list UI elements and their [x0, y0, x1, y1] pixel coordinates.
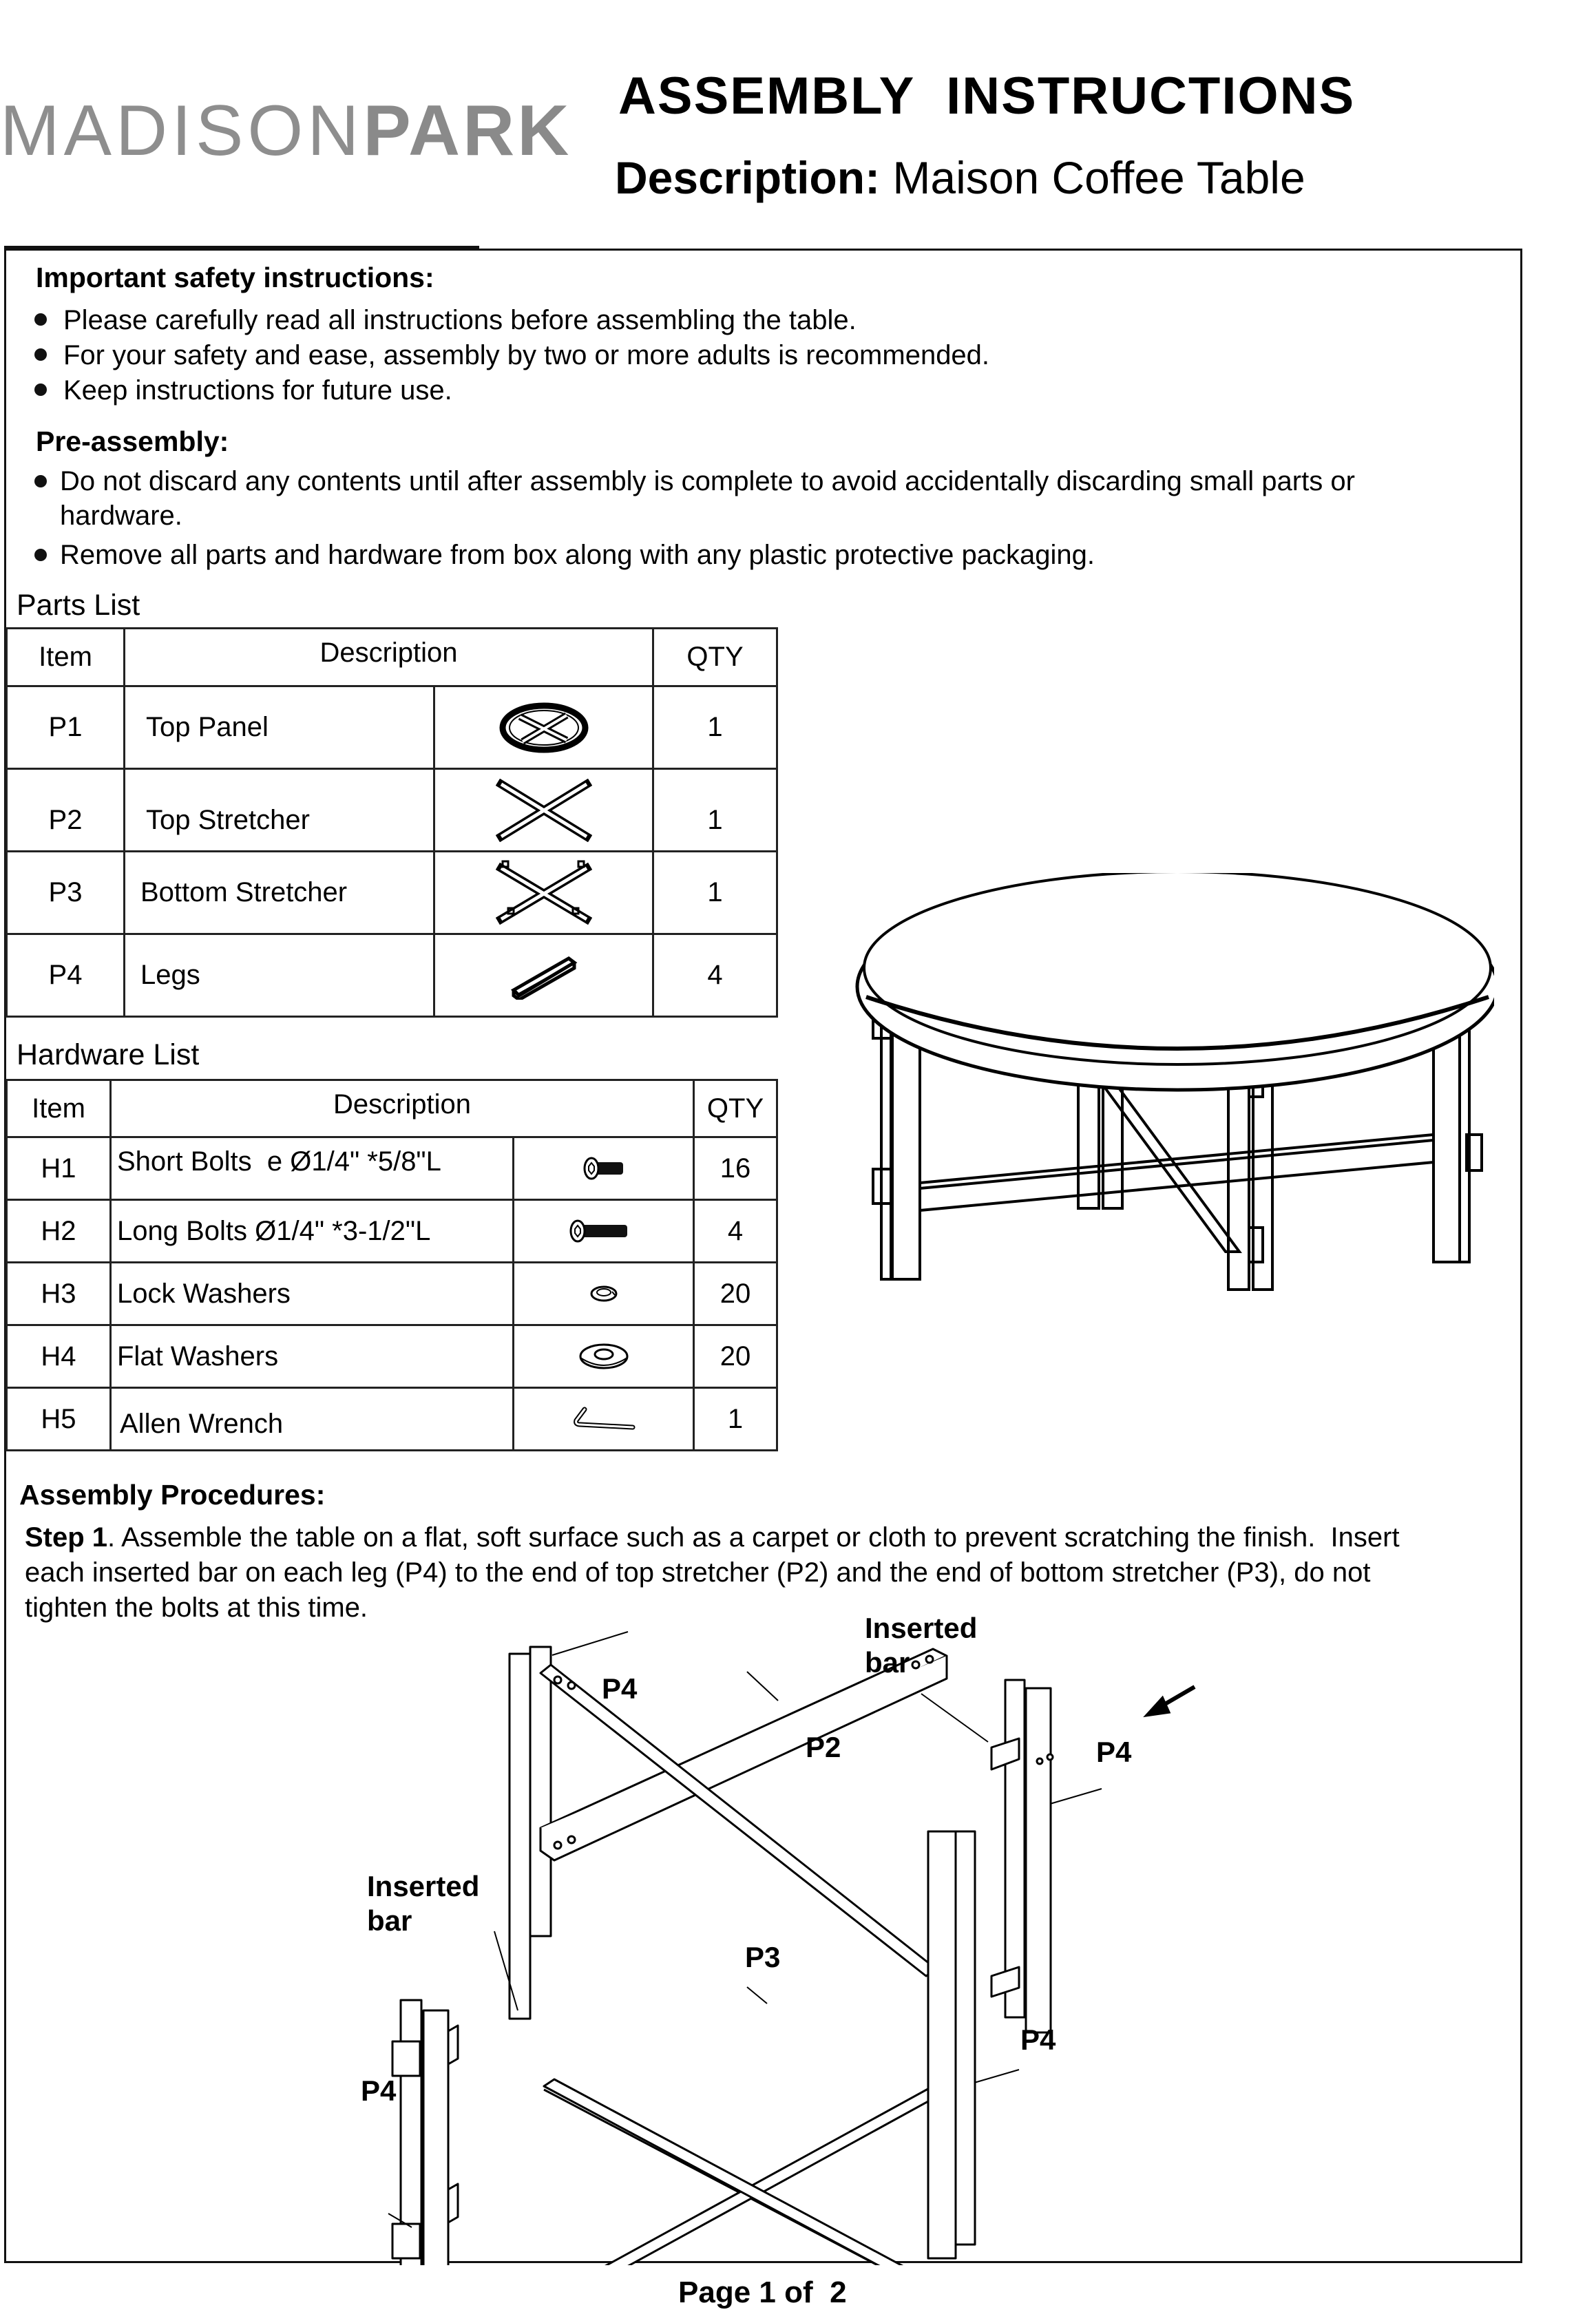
page-indicator: Page 1 of 2: [678, 2276, 847, 2309]
label-inserted-bar-left: [367, 1869, 479, 1938]
table-row: [7, 769, 777, 852]
short-bolt-icon: [582, 1157, 626, 1180]
step-1-line: tighten the bolts at this time.: [25, 1593, 368, 1623]
flat-washer-icon: [577, 1341, 631, 1372]
label-line: bar: [865, 1646, 910, 1679]
brand-logo-light: MADISON: [0, 91, 364, 171]
item-description: Lock Washers: [111, 1263, 514, 1325]
label-line: Inserted: [865, 1612, 978, 1644]
item-qty: 1: [653, 769, 777, 852]
pre-assembly-item: Remove all parts and hardware from box along with any plastic protective packaging.: [60, 540, 1095, 570]
page-title: ASSEMBLY INSTRUCTIONS: [618, 67, 1356, 125]
item-qty: 16: [694, 1137, 777, 1200]
hardware-image-cell: [514, 1263, 694, 1325]
item-code: H3: [7, 1263, 111, 1325]
safety-heading: Important safety instructions:: [36, 262, 434, 293]
safety-item: Keep instructions for future use.: [63, 375, 452, 406]
bullet-icon: [34, 313, 47, 326]
brand-logo: [0, 91, 572, 171]
hardware-table: [6, 1079, 778, 1451]
hardware-image-cell: [514, 1200, 694, 1263]
lock-washer-icon: [589, 1283, 619, 1304]
table-row: [7, 1137, 777, 1200]
item-code: P3: [7, 852, 125, 934]
item-code: P2: [7, 769, 125, 852]
item-description: Flat Washers: [111, 1325, 514, 1388]
pre-assembly-item: Do not discard any contents until after assembly is complete to avoid accidentally discarding small parts or: [60, 466, 1355, 496]
item-qty: 4: [653, 934, 777, 1017]
item-qty: 20: [694, 1325, 777, 1388]
item-description: Bottom Stretcher: [125, 852, 434, 934]
assembly-heading: Assembly Procedures:: [19, 1479, 326, 1511]
table-row: [7, 934, 777, 1017]
col-header-description: Description: [125, 629, 653, 686]
part-image-cell: [434, 769, 653, 852]
item-description: Short Bolts e Ø1/4" *5/8"L: [111, 1137, 514, 1200]
bullet-icon: [34, 549, 47, 561]
hardware-image-cell: [514, 1137, 694, 1200]
table-row: [7, 852, 777, 934]
hardware-list-label: Hardware List: [17, 1038, 200, 1071]
item-qty: 1: [694, 1388, 777, 1451]
item-code: P4: [7, 934, 125, 1017]
item-description: Top Stretcher: [125, 769, 434, 852]
item-qty: 1: [653, 852, 777, 934]
table-row: [7, 1200, 777, 1263]
col-header-item: Item: [7, 1080, 111, 1137]
item-description: Allen Wrench: [111, 1388, 514, 1451]
x-stretcher-icon: [496, 779, 592, 842]
long-bolt-icon: [568, 1219, 630, 1243]
safety-item: For your safety and ease, assembly by two or more adults is recommended.: [63, 340, 990, 370]
bullet-icon: [34, 475, 47, 487]
leg-icon: [510, 952, 578, 1000]
item-description: Long Bolts Ø1/4" *3-1/2"L: [111, 1200, 514, 1263]
col-header-qty: QTY: [653, 629, 777, 686]
brand-logo-bold: PARK: [363, 91, 572, 171]
item-code: H2: [7, 1200, 111, 1263]
item-code: H1: [7, 1137, 111, 1200]
pre-assembly-heading: Pre-assembly:: [36, 425, 229, 457]
description-label: Description:: [615, 152, 881, 203]
description-value: Maison Coffee Table: [880, 152, 1305, 203]
part-image-cell: [434, 686, 653, 769]
parts-table: [6, 627, 778, 1018]
table-row: [7, 686, 777, 769]
label-p4-bottom-left: P4: [361, 2074, 397, 2107]
table-row: [7, 1388, 777, 1451]
label-p3: P3: [745, 1941, 781, 1973]
step-1-label: Step 1: [25, 1522, 108, 1553]
label-p4-top-left: P4: [602, 1672, 638, 1705]
col-header-qty: QTY: [694, 1080, 777, 1137]
assembled-table-illustration: [854, 873, 1494, 1293]
round-top-panel-icon: [499, 702, 589, 754]
item-qty: 1: [653, 686, 777, 769]
item-qty: 4: [694, 1200, 777, 1263]
allen-wrench-icon: [571, 1405, 637, 1433]
pre-assembly-item-cont: hardware.: [60, 501, 182, 531]
hardware-image-cell: [514, 1388, 694, 1451]
item-code: H4: [7, 1325, 111, 1388]
table-row: [7, 1263, 777, 1325]
x-stretcher-feet-icon: [496, 860, 592, 926]
label-inserted-bar-right: [865, 1611, 977, 1680]
item-description: Legs: [125, 934, 434, 1017]
table-row: [7, 1325, 777, 1388]
parts-list-label: Parts List: [17, 589, 140, 622]
part-image-cell: [434, 934, 653, 1017]
label-line: Inserted: [367, 1870, 480, 1902]
label-line: bar: [367, 1904, 412, 1937]
item-code: H5: [7, 1388, 111, 1451]
bullet-icon: [34, 348, 47, 361]
hardware-table-header: [7, 1080, 777, 1137]
product-description: [615, 151, 1305, 204]
item-qty: 20: [694, 1263, 777, 1325]
step-1-line: each inserted bar on each leg (P4) to the end of top stretcher (P2) and the end of bottom stretcher (P3), do not: [25, 1557, 1371, 1588]
label-p4-top-right: P4: [1096, 1736, 1132, 1768]
col-header-item: Item: [7, 629, 125, 686]
label-p2: P2: [806, 1731, 841, 1763]
hardware-image-cell: [514, 1325, 694, 1388]
step-1-line: . Assemble the table on a flat, soft surface such as a carpet or cloth to prevent scratching the finish. Insert: [107, 1522, 1400, 1553]
col-header-description: Description: [111, 1080, 694, 1137]
parts-table-header: [7, 629, 777, 686]
item-code: P1: [7, 686, 125, 769]
item-description: Top Panel: [125, 686, 434, 769]
label-p4-bottom-right: P4: [1020, 2024, 1056, 2056]
bullet-icon: [34, 383, 47, 396]
safety-item: Please carefully read all instructions before assembling the table.: [63, 305, 857, 335]
part-image-cell: [434, 852, 653, 934]
